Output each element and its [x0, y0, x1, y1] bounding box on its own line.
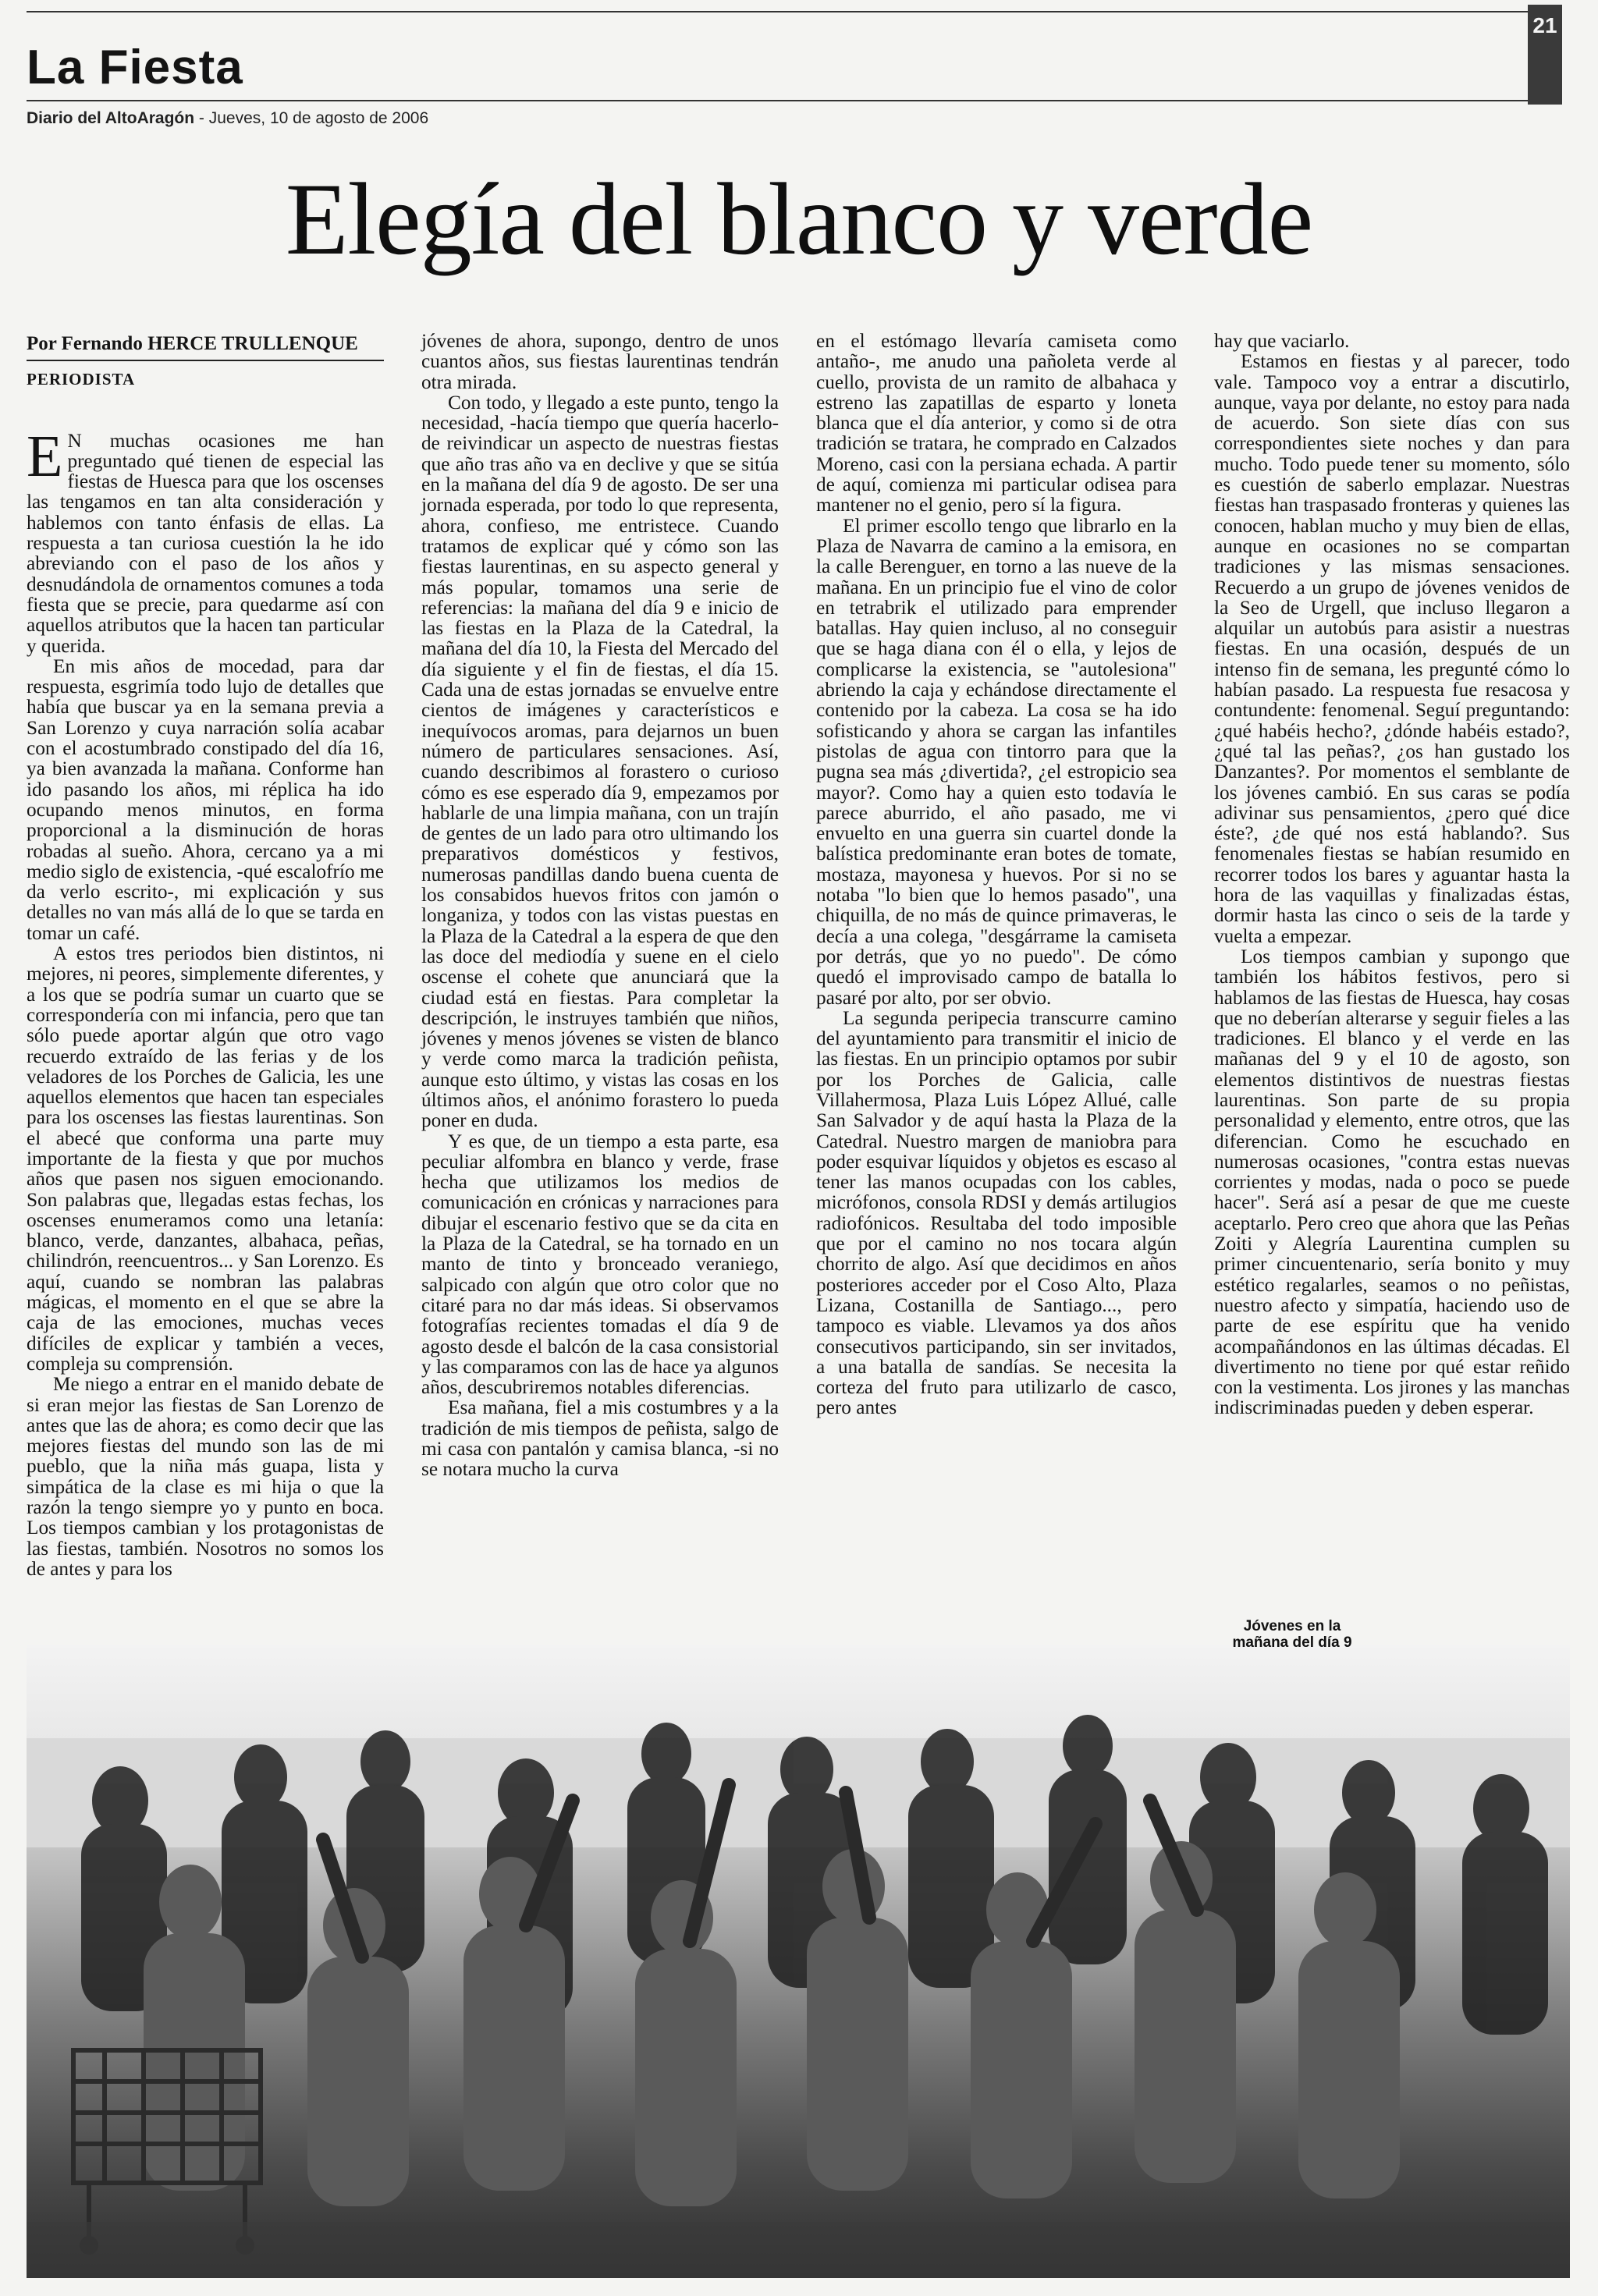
- headline: Elegía del blanco y verde: [285, 161, 1313, 276]
- paragraph: hay que vaciarlo.: [1214, 330, 1350, 352]
- paragraph: N muchas ocasiones me han preguntado qué tienen de especial las fiestas de Huesca para que los oscenses las tengamos en tan alta consideración y hablemos con tanto énfasis de ellas. La respuesta a tan curiosa cuestión la he ido abreviando con el paso de los años y desnudándola de ornamentos comunes a toda fiesta que se precie, para quedarme así con aquellos atributos que la hacen tan particular y querida.: [27, 429, 384, 657]
- paragraph: Con todo, y llegado a este punto, tengo la necesidad, -hacía tiempo que quería hacerlo- de reivindicar un aspecto de nuestras fiestas que año tras año va en declive y que se sitúa en la mañana del día 9 de agosto. De ser una jornada esperada, por todo lo que representa, ahora, confieso, me entristece. Cuando tratamos de explicar qué y cómo son las fiestas laurentinas, en su aspecto general y más popular, tomamos una serie de referencias: la mañana del día 9 e inicio de las fiestas en la Plaza de la Catedral, la mañana del día 10, la Fiesta del Mercado del día siguiente y el fin de fiestas, el día 15. Cada una de estas jornadas se envuelve entre cientos de imágenes y característicos e inequívocos aromas, para dejarnos un buen número de particulares sensaciones. Así, cuando describimos al forastero o curioso cómo es ese esperado día 9, empezamos por hablarle de una limpia mañana, con un trajín de gentes de un lado para otro ultimando los preparativos domésticos y festivos, numerosas pandillas dando buena cuenta de los consabidos huevos fritos con jamón o longaniza, y todos con las vistas puestas en la Plaza de la Catedral a la espera de que den las doce del mediodía y suene en el cielo oscense el cohete que anunciará que la ciudad está en fiestas. Para completar la descripción, le instruyes también que niños, jóvenes y menos jóvenes se visten de blanco y verde como marca la tradición peñista, aunque esto último, y vistas las cosas en los últimos años, el anónimo forastero lo pueda poner en duda.: [421, 391, 779, 1132]
- paragraph: Me niego a entrar en el manido debate de si eran mejor las fiestas de San Lorenzo de antes que las de ahora; es como decir que las mejores fiestas del mundo son las de mi pueblo, que la niña más guapa, lista y simpática de la clase es mi hija o que la razón la tengo siempre yo y punto en boca. Los tiempos cambian y los protagonistas de las fiestas, también. Nosotros no somos los de antes y para los: [27, 1373, 384, 1580]
- crowd-photo: [27, 1645, 1570, 2278]
- photo-caption: Jóvenes en la mañana del día 9: [1232, 1618, 1352, 1651]
- dateline-separator: -: [194, 109, 209, 127]
- section-title: La Fiesta: [27, 41, 243, 94]
- article-column-1: [27, 334, 384, 1579]
- paragraph: Los tiempos cambian y supongo que también los hábitos festivos, pero si hablamos de las fiestas de Huesca, hay cosas que no deberían alterarse y seguir fieles a las tradiciones. El blanco y el verde en las mañanas del 9 y el 10 de agosto, son elementos distintivos de nuestras fiestas laurentinas. Son parte de su propia personalidad y elemento, entre otros, que las diferencian. Como he escuchado en numerosas ocasiones, "contra estas nuevas corrientes y modas, nada o poco se puede hacer". Será así a pesar de que me cueste aceptarlo. Pero creo que ahora que las Peñas Zoiti y Alegría Laurentina cumplen su primer cincuentenario, sería bonito y muy estético regalarles, seamos o no peñistas, nuestro afecto y simpatía, haciendo uso de parte de ese espíritu que ha venido acompañándonos en las últimas décadas. El divertimento no tiene por qué estar reñido con la vestimenta. Los jirones y las manchas indiscriminadas pueden y deben esperar.: [1214, 945, 1570, 1419]
- article-column-3: [816, 331, 1177, 1418]
- publication-name: Diario del AltoAragón: [27, 109, 195, 127]
- publication-date: Jueves, 10 de agosto de 2006: [208, 109, 429, 127]
- paragraph: en el estómago llevaría camiseta como antaño-, me anudo una pañoleta verde al cuello, provista de un ramito de albahaca y estreno las zapatillas de esparto y loneta blanca que el día anterior, y como si de otra tradición se tratara, he comprado en Calzados Moreno, casi con la persiana echada. A partir de aquí, comienza mi particular odisea para mantener no el genio, pero sí la figura.: [816, 330, 1177, 516]
- paragraph: Esa mañana, fiel a mis costumbres y a la tradición de mis tiempos de peñista, salgo de mi casa con pantalón y camisa blanca, -si no se notara mucho la curva: [421, 1396, 779, 1481]
- section-bar: [1528, 47, 1562, 105]
- paragraph: La segunda peripecia transcurre camino del ayuntamiento para transmitir el inicio de las fiestas. En un principio optamos por subir por los Porches de Galicia, calle Villahermosa, Plaza Luis López Allué, calle San Salvador y de aquí hasta la Plaza de la Catedral. Nuestro margen de maniobra para poder esquivar líquidos y objetos es escaso al tener las manos ocupadas con los cables, micrófonos, consola RDSI y demás artilugios radiofónicos. Resultaba del todo imposible que por el camino no nos tocara algún chorrito de algo. Así que decidimos en años posteriores acceder por el Coso Alto, Plaza Lizana, Costanilla de Santiago..., pero tampoco es viable. Llevamos ya dos años consecutivos participando, sin ser invitados, a una batalla de sandías. Se necesita la corteza del fruto para utilizarlo de casco, pero antes: [816, 1006, 1177, 1419]
- paragraph: jóvenes de ahora, supongo, dentro de unos cuantos años, sus fiestas laurentinas tendrán otra mirada.: [421, 330, 779, 393]
- article-column-4: [1214, 331, 1570, 1418]
- paragraph: El primer escollo tengo que librarlo en la Plaza de Navarra de camino a la emisora, en la calle Berenguer, en torno a las nueve de la mañana. En un principio fue el vino de color en tetrabrik el utilizado para emprender batallas. Hay quien incluso, al no conseguir que se haga diana con él o ella, y lejos de complicarse la existencia, se "autolesiona" abriendo la caja y echándose directamente el contenido por la cabeza. La cosa se ha ido sofisticando y ahora se cargan las infantiles pistolas de agua con tintorro para que la pugna sea más ¿divertida?, ¿el estropicio sea mayor?. Como hay a quien esto todavía le parece aburrido, el año pasado, me vi envuelto en una guerra sin cuartel donde la balística predominante eran botes de tomate, mostaza, mayonesa y huevos. Por si no se notaba "lo bien que lo hemos pasado", una chiquilla, de no más de quince primaveras, le decía a una colega, "desgárrame la camiseta por detrás, que yo no puedo". De cómo quedó el improvisado campo de batalla lo pasaré por alto, por ser obvio.: [816, 514, 1177, 1009]
- dateline: [27, 109, 428, 128]
- byline-block: [27, 334, 384, 390]
- paragraph: Y es que, de un tiempo a esta parte, esa peculiar alfombra en blanco y verde, frase hecha que utilizamos los medios de comunicación en crónicas y narraciones para dibujar el escenario festivo que se da cita en la Plaza de la Catedral, se ha tornado en un manto de tinto y bronceado veraniego, salpicado con algún que otro color que no citaré para no dar más ideas. Si observamos fotografías recientes tomadas el día 9 de agosto desde el balcón de la casa consistorial y las comparamos con las de hace ya algunos años, descubriremos notables diferencias.: [421, 1130, 779, 1399]
- crowd-illustration: [27, 1645, 1570, 2278]
- author-role: PERIODISTA: [27, 370, 136, 389]
- header-rule: [27, 100, 1528, 101]
- paragraph: A estos tres periodos bien distintos, ni mejores, ni peores, simplemente diferentes, y a los que se podría sumar un cuarto que se correspondería con mi infancia, pero que tan sólo puede aportar algún que otro vago recuerdo extraído de las ferias y de los veladores de los Porches de Galicia, les une aquellos elementos que hacen tan especiales para los oscenses las fiestas laurentinas. Son el abecé que conforma una parte muy importante de la fiesta y que por muchos años que pasen nos siguen emocionando. Son palabras que, llegadas estas fechas, los oscenses enumeramos como una letanía: blanco, verde, danzantes, albahaca, peñas, chilindrón, reencuentros... y San Lorenzo. Es aquí, cuando se nombran las palabras mágicas, el momento en el que se abre la caja de las emociones, muchas veces difíciles de explicar y también a veces, compleja su comprensión.: [27, 942, 385, 1375]
- paragraph: En mis años de mocedad, para dar respuesta, esgrimía todo lujo de detalles que había que buscar ya en la semana previa a San Lorenzo y cuya narración solía acabar con el acostumbrado constipado del día 16, ya bien avanzada la mañana. Conforme han ido pasando los años, mi réplica ha ido ocupando menos minutos, en forma proporcional a la disminución de horas robadas al sueño. Ahora, cercano ya a mi medio siglo de existencia, -qué escalofrío me da verlo escrito-, mi explicación y sus detalles no van más allá de lo que se tarda en tomar un café.: [27, 655, 384, 944]
- top-rule: [27, 11, 1553, 12]
- byline: Por Fernando HERCE TRULLENQUE: [27, 334, 384, 361]
- paragraph: Estamos en fiestas y al parecer, todo vale. Tampoco voy a entrar a discutirlo, aunque, vaya por delante, no estoy para nada de acuerdo. Son siete días con sus correspondientes siete noches y dan para mucho. Todo puede tener su momento, sólo es cuestión de saberlo emplazar. Nuestras fiestas han traspasado fronteras y quienes las conocen, hablan mucho y muy bien de ellas, aunque en ocasiones no se compartan tradiciones y las mismas sensaciones. Recuerdo a un grupo de jóvenes venidos de la Seo de Urgell, que incluso llegaron a alquilar un autobús para asistir a nuestras fiestas. En una ocasión, después de un intenso fin de semana, les pregunté cómo lo habían pasado. La respuesta fue resacosa y contundente: fenomenal. Seguí preguntando: ¿qué habéis hecho?, ¿dónde habéis estado?, ¿qué tal las peñas?, ¿os han gustado los Danzantes?. Por momentos el semblante de los jóvenes cambió. En sus caras se podía adivinar sus pensamientos, ¿pero qué dice éste?, ¿de qué nos está hablando?. Sus fenomenales fiestas se habían resumido en recorrer todos los bares y aguantar hasta la hora de las vaquillas y finalizadas éstas, dormir hasta las cinco o seis de la tarde y vuelta a empezar.: [1214, 350, 1570, 947]
- article-column-2: [421, 331, 779, 1480]
- page-number: 21: [1528, 5, 1562, 47]
- drop-cap: E: [27, 423, 63, 489]
